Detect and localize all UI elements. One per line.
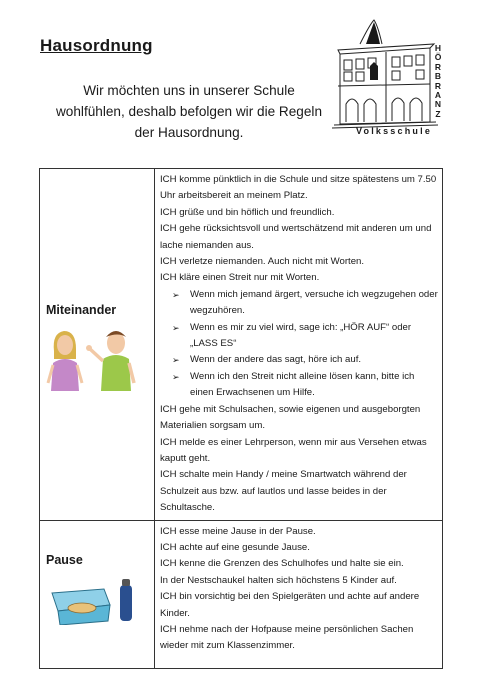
rule-item: In der Nestschaukel halten sich höchstens 5 Kinder auf. (160, 574, 397, 586)
two-children-icon (46, 323, 146, 393)
category-label: Pause (46, 552, 83, 567)
rule-item: ICH verletze niemanden. Auch nicht mit Worten. (160, 256, 365, 268)
logo-caption: Volksschule (355, 126, 433, 136)
rule-item: ICH kläre einen Streit nur mit Worten. (160, 272, 320, 284)
category-cell (40, 169, 155, 521)
rule-item: ICH melde es einer Lehrperson, wenn mir aus Versehen etwas kaputt geht. (160, 436, 427, 464)
rules-text-cell (155, 520, 443, 668)
table-row (40, 169, 443, 521)
rule-item: ICH gehe rücksichtsvoll und wertschätzend mit anderen um und lache niemanden aus. (160, 223, 432, 251)
rule-item: ICH komme pünktlich in die Schule und sitze spätestens um 7.50 Uhr arbeitsbereit an meinem Platz. (160, 174, 437, 202)
page-title: Hausordnung (40, 36, 153, 55)
bullet-item: ➢ Wenn mich jemand ärgert, versuche ich wegzugehen oder wegzuhören. (172, 287, 438, 320)
rule-item: ICH kenne die Grenzen des Schulhofes und halte sie ein. (160, 558, 404, 570)
rule-item: ICH esse meine Jause in der Pause. (160, 525, 316, 537)
table-row (40, 520, 443, 668)
rule-item: ICH schalte mein Handy / meine Smartwatch während der Schulzeit aus bzw. auf lautlos und lasse beides in der Schultasche. (160, 469, 407, 514)
bullet-list (160, 287, 438, 402)
intro-text: Wir möchten uns in unserer Schule wohlfühlen, deshalb befolgen wir die Regeln der Hausordnung. (55, 83, 322, 140)
category-label: Miteinander (46, 303, 117, 317)
rules-text-cell (155, 169, 443, 521)
rule-item: ICH achte auf eine gesunde Jause. (160, 541, 310, 553)
category-cell (40, 520, 155, 668)
rule-item: ICH grüße und bin höflich und freundlich. (160, 206, 335, 218)
bullet-item: ➢ Wenn der andere das sagt, höre ich auf. (172, 352, 438, 368)
bullet-item: ➢ Wenn ich den Streit nicht alleine lösen kann, bitte ich einen Erwachsenen um Hilfe. (172, 369, 438, 402)
rules-table (39, 168, 443, 669)
bullet-item: ➢ Wenn es mir zu viel wird, sage ich: „HÖR AUF“ oder „LASS ES“ (172, 320, 438, 353)
rule-item: ICH nehme nach der Hofpause meine persönlichen Sachen wieder mit zum Klassenzimmer. (160, 623, 414, 652)
rule-item: ICH bin vorsichtig bei den Spielgeräten und achte auf andere Kinder. (160, 591, 420, 619)
lunchbox-and-bottle-icon (48, 575, 138, 625)
logo-vertical-text: H Ö R B R A N Z (434, 43, 442, 119)
rule-item: ICH gehe mit Schulsachen, sowie eigenen und ausgeborgten Materialien sorgsam um. (160, 403, 421, 432)
